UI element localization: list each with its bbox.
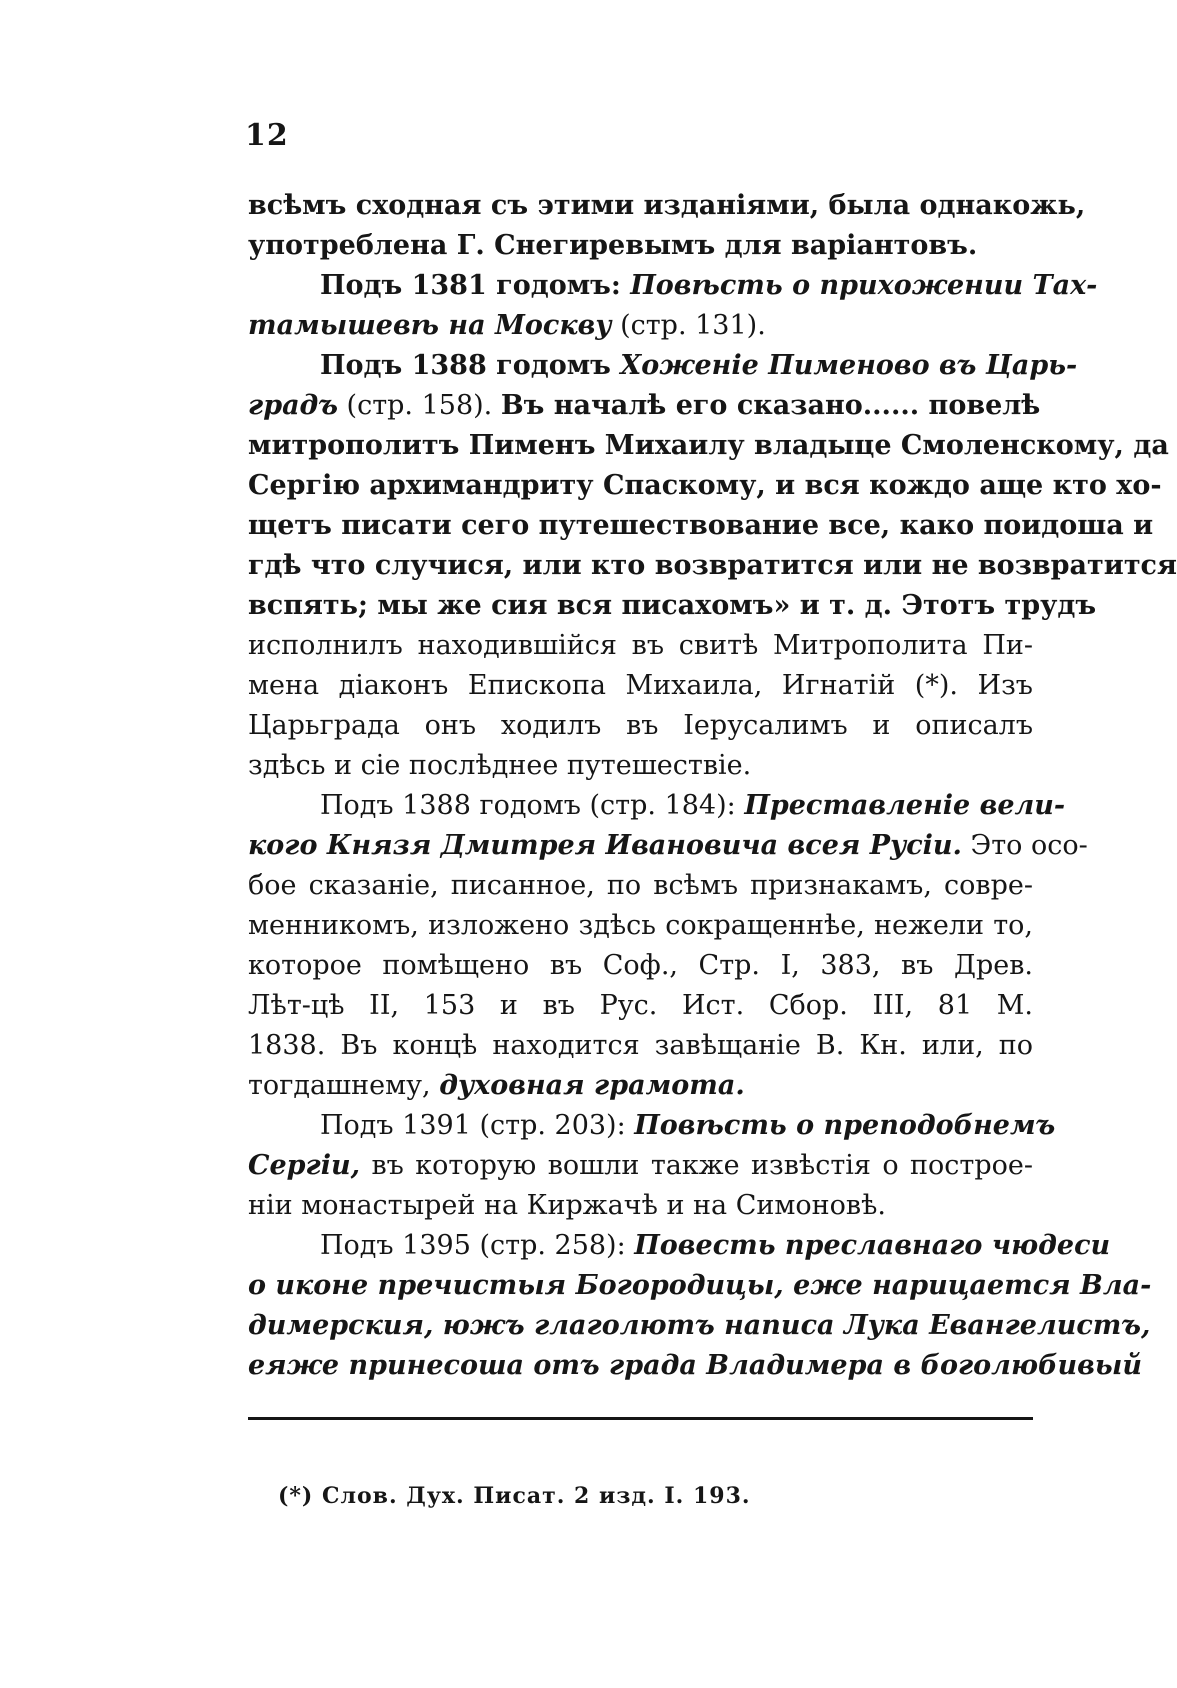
text-segment: 1838. Въ концѣ находится завѣщаніе В. Кн. или, по	[248, 1030, 1033, 1061]
text-line	[248, 746, 1033, 786]
text-line	[248, 1186, 1033, 1226]
italic-segment: кого Князя Дмитрея Ивановича всея Русіи.	[248, 830, 962, 861]
page-number: 12	[245, 118, 289, 153]
text-line	[248, 586, 1097, 626]
text-segment: тогдашнему,	[248, 1070, 440, 1101]
text-segment: здѣсь и сіе послѣднее путешествіе.	[248, 750, 752, 781]
text-segment: щетъ писати сего путешествование все, како поидоша и	[248, 510, 1154, 541]
text-line	[248, 866, 1033, 906]
text-line	[248, 466, 1162, 506]
text-segment: мена діаконъ Епископа Михаила, Игнатій (*). Изъ	[248, 670, 1033, 701]
text-line	[248, 1306, 1151, 1346]
text-segment: Подъ 1395 (стр. 258):	[320, 1230, 635, 1261]
page-body-text	[248, 186, 1177, 1386]
text-line	[248, 346, 1078, 386]
text-line	[248, 426, 1169, 466]
text-line	[248, 1106, 1056, 1146]
text-line	[248, 946, 1033, 986]
text-segment: менникомъ, изложено здѣсь сокращеннѣе, нежели то,	[248, 910, 1033, 941]
text-line	[248, 986, 1033, 1026]
text-segment: ніи монастырей на Киржачѣ и на Симоновѣ.	[248, 1190, 886, 1221]
text-line	[248, 186, 1086, 226]
text-line	[248, 666, 1033, 706]
italic-segment: градъ	[248, 390, 338, 421]
text-line	[248, 266, 1098, 306]
text-line	[248, 306, 1033, 346]
text-segment: вспять; мы же сия вся писахомъ» и т. д. Этотъ трудъ	[248, 590, 1097, 621]
italic-segment: Сергіи,	[248, 1150, 361, 1181]
italic-segment: еяже принесоша отъ града Владимера в боголюбивый	[248, 1350, 1142, 1381]
text-segment: бое сказаніе, писанное, по всѣмъ признакамъ, совре-	[248, 870, 1033, 901]
italic-segment: духовная грамота.	[439, 1070, 745, 1101]
text-segment: гдѣ что случися, или кто возвратится или не возвратится	[248, 550, 1177, 581]
text-line	[248, 506, 1154, 546]
text-segment: которое помѣщено въ Соф., Стр. І, 383, въ Древ.	[248, 950, 1033, 981]
text-segment: всѣмъ сходная съ этими изданіями, была однакожь,	[248, 190, 1086, 221]
italic-segment: Повесть преславнаго чюдеси	[634, 1230, 1111, 1261]
text-line	[248, 1266, 1152, 1306]
text-segment: Царьграда онъ ходилъ въ Іерусалимъ и описалъ	[248, 710, 1033, 741]
text-line	[248, 786, 1066, 826]
italic-segment: димерския, южъ глаголютъ написа Лука Евангелистъ,	[248, 1310, 1151, 1341]
text-segment: въ которую вошли также извѣстія о построе-	[360, 1150, 1033, 1181]
text-line	[248, 546, 1177, 586]
text-line	[248, 826, 1088, 866]
text-line	[248, 1226, 1111, 1266]
italic-segment: Повѣсть о прихожении Тах-	[630, 270, 1098, 301]
text-line	[248, 1346, 1142, 1386]
text-line	[248, 906, 1033, 946]
text-line	[248, 1026, 1033, 1066]
text-segment: Въ началѣ его сказано...... повелѣ	[500, 390, 1041, 421]
text-line	[248, 1066, 1033, 1106]
text-segment: Сергію архимандриту Спаскому, и вся кождо аще кто хо-	[248, 470, 1162, 501]
text-segment: Лѣт-цѣ II, 153 и въ Рус. Ист. Сбор. III, 81 М.	[248, 990, 1033, 1021]
text-line	[248, 706, 1033, 746]
text-segment: Подъ 1388 годомъ (стр. 184):	[320, 790, 745, 821]
footnote-divider	[248, 1417, 1033, 1420]
text-segment: (стр. 158).	[337, 390, 501, 421]
text-segment: Подъ 1388 годомъ	[320, 350, 621, 381]
text-line	[248, 626, 1033, 666]
text-segment: митрополитъ Пименъ Михаилу владыце Смоленскому, да	[248, 430, 1169, 461]
text-segment: (стр. 131).	[611, 310, 766, 341]
text-segment: Это осо-	[961, 830, 1088, 861]
italic-segment: Хоженіе Пименово въ Царь-	[620, 350, 1078, 381]
text-segment: исполнилъ находившійся въ свитѣ Митрополита Пи-	[248, 630, 1033, 661]
text-line	[248, 386, 1041, 426]
italic-segment: Преставленіе вели-	[744, 790, 1066, 821]
text-line	[248, 1146, 1033, 1186]
footnote: (*) Слов. Дух. Писат. 2 изд. I. 193.	[278, 1483, 751, 1509]
text-segment: Подъ 1381 годомъ:	[320, 270, 631, 301]
text-line	[248, 226, 1033, 266]
italic-segment: Повѣсть о преподобнемъ	[634, 1110, 1056, 1141]
text-segment: употреблена Г. Снегиревымъ для варіантовъ.	[248, 230, 978, 261]
italic-segment: тамышевѣ на Москву	[248, 310, 612, 341]
italic-segment: о иконе пречистыя Богородицы, еже нарицается Вла-	[248, 1270, 1152, 1301]
text-segment: Подъ 1391 (стр. 203):	[320, 1110, 635, 1141]
